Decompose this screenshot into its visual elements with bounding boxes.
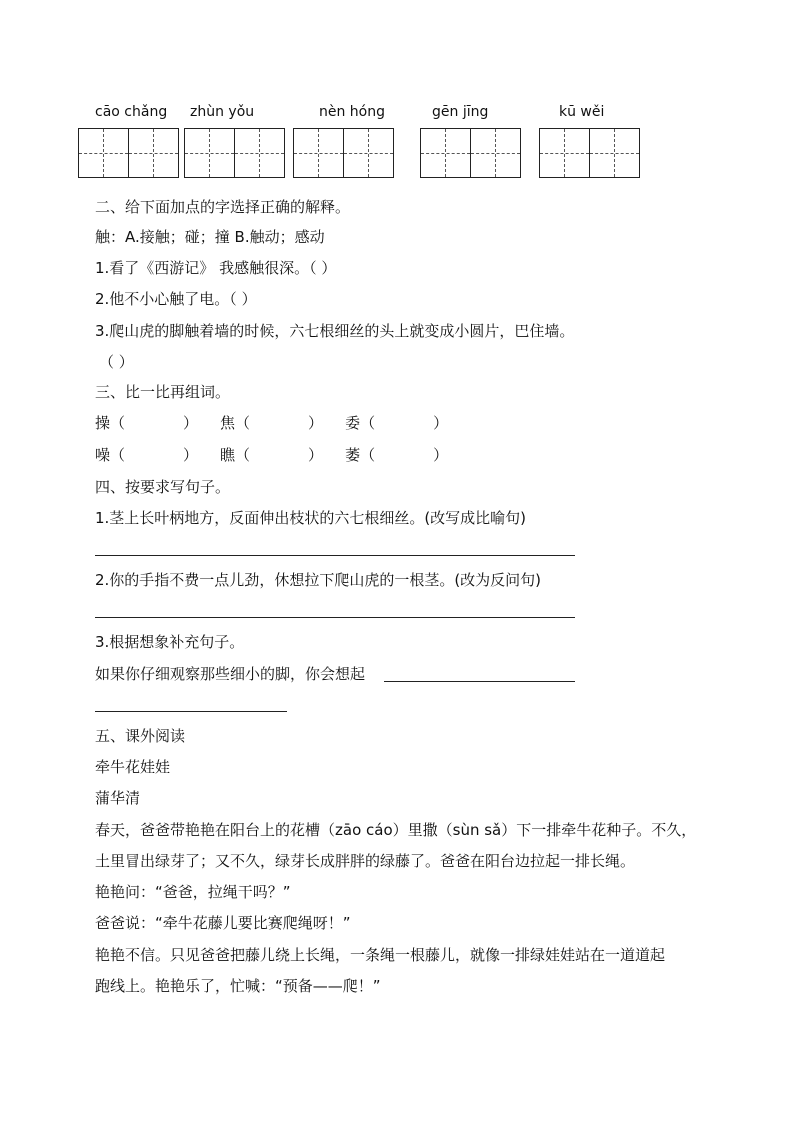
section4-question-3-prompt: 如果你仔细观察那些细小的脚，你会想起 [95, 665, 366, 683]
section2-question-3: 3.爬山虎的脚触着墙的时候，六七根细丝的头上就变成小圆片，巴住墙。 [95, 322, 575, 340]
reading-paragraph-1a: 春天，爸爸带艳艳在阳台上的花槽（zāo cáo）里撒（sùn sǎ）下一排牵牛花种子。不久， [95, 821, 697, 839]
section4-question-2: 2.你的手指不费一点儿劲，休想拉下爬山虎的一根茎。(改为反问句) [95, 571, 542, 589]
reading-paragraph-3: 爸爸说：“牵牛花藤儿要比赛爬绳呀！” [95, 914, 351, 932]
section5-heading: 五、课外阅读 [95, 727, 186, 745]
word-char-2: 焦（ [220, 414, 251, 432]
pinyin-label: nèn hóng [319, 104, 386, 120]
pinyin-label: gēn jīng [432, 104, 489, 120]
word-close-1: ） [183, 414, 199, 432]
section4-question-1: 1.茎上长叶柄地方，反面伸出枝状的六七根细丝。(改写成比喻句) [95, 509, 527, 527]
writing-grid[interactable] [539, 128, 640, 178]
reading-paragraph-4a: 艳艳不信。只见爸爸把藤儿绕上长绳，一条绳一根藤儿，就像一排绿娃娃站在一道道起 [95, 946, 666, 964]
grid-cell[interactable] [129, 129, 179, 177]
section2-question-2: 2.他不小心触了电。（ ） [95, 290, 257, 308]
answer-line-3b[interactable] [95, 711, 287, 712]
grid-cell[interactable] [421, 129, 471, 177]
word-close-6: ） [433, 446, 449, 464]
word-close-4: ） [183, 446, 199, 464]
reading-title: 牵牛花娃娃 [95, 758, 171, 776]
grid-cell[interactable] [540, 129, 590, 177]
section4-heading: 四、按要求写句子。 [95, 478, 231, 496]
grid-cell[interactable] [471, 129, 521, 177]
word-close-2: ） [308, 414, 324, 432]
reading-paragraph-2: 艳艳问：“爸爸，拉绳干吗？” [95, 883, 291, 901]
grid-cell[interactable] [344, 129, 394, 177]
grid-cell[interactable] [590, 129, 640, 177]
word-char-1: 操（ [95, 414, 126, 432]
writing-grid[interactable] [420, 128, 521, 178]
section2-options: 触：A.接触；碰；撞 B.触动；感动 [95, 228, 325, 246]
word-char-3: 委（ [345, 414, 376, 432]
writing-grid[interactable] [293, 128, 394, 178]
reading-paragraph-1b: 土里冒出绿芽了；又不久，绿芽长成胖胖的绿藤了。爸爸在阳台边拉起一排长绳。 [95, 852, 636, 870]
grid-cell[interactable] [235, 129, 285, 177]
reading-paragraph-4b: 跑线上。艳艳乐了，忙喊：“预备——爬！” [95, 977, 381, 995]
word-char-6: 萎（ [345, 446, 376, 464]
reading-author: 蒲华清 [95, 789, 141, 807]
answer-line-3a[interactable] [384, 681, 575, 682]
writing-grid[interactable] [184, 128, 285, 178]
word-row-1 [95, 413, 448, 433]
word-row-2 [95, 445, 448, 465]
section4-question-3: 3.根据想象补充句子。 [95, 633, 245, 651]
writing-grid[interactable] [78, 128, 179, 178]
word-char-4: 噪（ [95, 446, 126, 464]
word-char-5: 瞧（ [220, 446, 251, 464]
pinyin-label: kū wěi [559, 104, 605, 120]
answer-line-1[interactable] [95, 555, 575, 556]
section2-heading: 二、给下面加点的字选择正确的解释。 [95, 198, 351, 216]
section2-question-3-answer[interactable]: （ ） [99, 353, 134, 371]
grid-cell[interactable] [79, 129, 129, 177]
word-close-3: ） [433, 414, 449, 432]
section3-heading: 三、比一比再组词。 [95, 383, 231, 401]
pinyin-label: cāo chǎng [95, 104, 168, 120]
word-close-5: ） [308, 446, 324, 464]
answer-line-2[interactable] [95, 617, 575, 618]
grid-cell[interactable] [294, 129, 344, 177]
grid-cell[interactable] [185, 129, 235, 177]
section2-question-1: 1.看了《西游记》 我感触很深。（ ） [95, 259, 337, 277]
pinyin-label: zhùn yǒu [190, 104, 255, 120]
